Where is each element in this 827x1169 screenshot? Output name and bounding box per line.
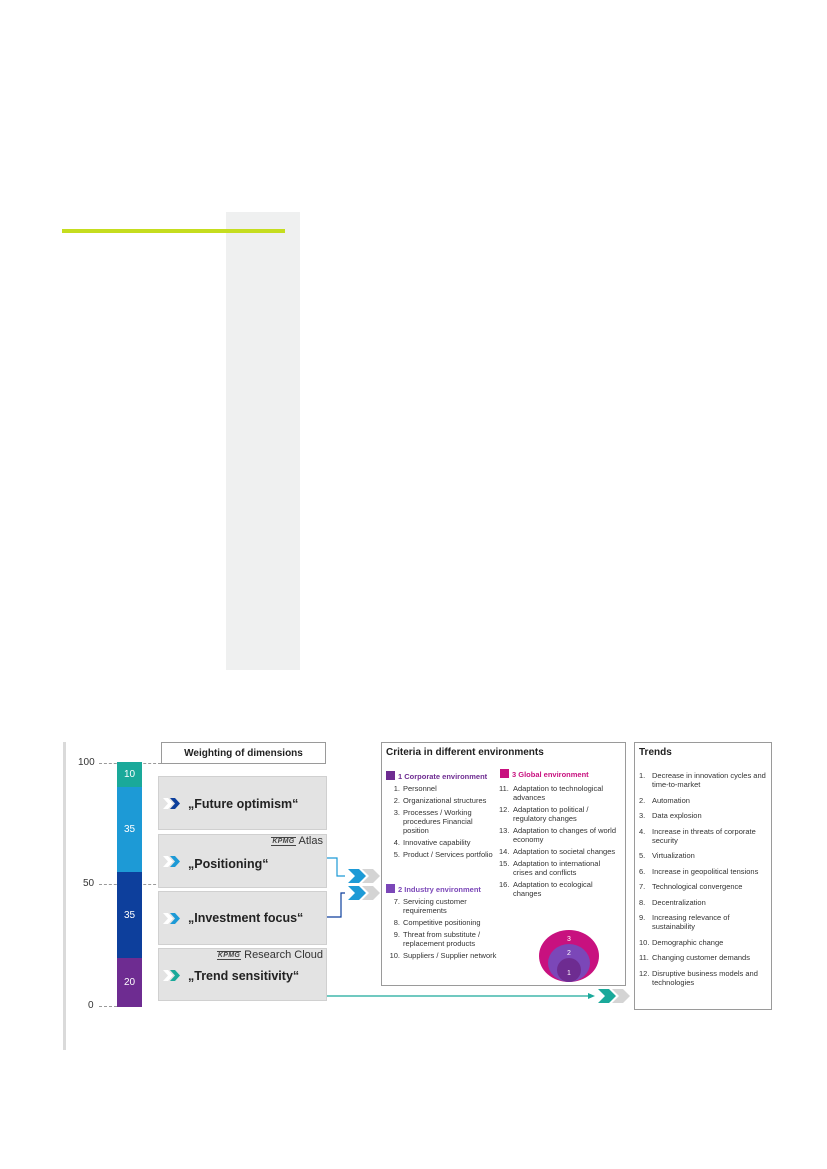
dimension-label: „Investment focus“ bbox=[188, 911, 304, 925]
list-item: 9. Increasing relevance of sustainability bbox=[639, 913, 730, 931]
axis-tick-50: 50 bbox=[83, 878, 95, 889]
legend-square bbox=[386, 884, 395, 893]
corporate-criteria-list bbox=[388, 784, 500, 862]
list-item: 12. Adaptation to political / regulatory changes bbox=[499, 805, 589, 823]
list-item: 3. Data explosion bbox=[639, 811, 702, 820]
criteria-title: Criteria in different environments bbox=[386, 747, 544, 758]
list-item: 2. Automation bbox=[639, 795, 690, 805]
industry-environment-heading: 2 Industry environment bbox=[386, 884, 481, 894]
list-item: 13. Adaptation to changes of world economy bbox=[499, 826, 616, 844]
kpmg-atlas-logo: KPMG Atlas bbox=[272, 835, 323, 847]
trends-list bbox=[639, 771, 769, 993]
trends-panel bbox=[634, 742, 772, 1010]
circle-label-3: 3 bbox=[567, 936, 571, 943]
global-criteria-list bbox=[499, 784, 621, 901]
list-item: 11. Changing customer demands bbox=[639, 953, 750, 962]
connector-investment bbox=[327, 893, 345, 917]
circle-label-1: 1 bbox=[567, 970, 571, 977]
connector-positioning bbox=[327, 858, 345, 876]
double-chevron-icon bbox=[348, 886, 380, 900]
list-item: 7. Technological convergence bbox=[639, 882, 743, 891]
list-item: 9. Threat from substitute / replacement products bbox=[393, 930, 481, 948]
weight-segment-future-optimism: 10 bbox=[117, 762, 142, 787]
legend-square bbox=[386, 771, 395, 780]
circle-label-2: 2 bbox=[567, 950, 571, 957]
list-item: 5. Virtualization bbox=[639, 851, 695, 860]
weight-segment-positioning: 35 bbox=[117, 787, 142, 872]
dimension-label: „Future optimism“ bbox=[188, 797, 299, 811]
corporate-environment-heading: 1 Corporate environment bbox=[386, 771, 487, 781]
global-environment-heading: 3 Global environment bbox=[500, 769, 589, 779]
nested-environment-circles bbox=[536, 929, 602, 985]
list-item: 10. Suppliers / Supplier network bbox=[389, 951, 497, 960]
list-item: 1. Decrease in innovation cycles and time-to-market bbox=[639, 771, 766, 789]
list-item: 8. Decentralization bbox=[639, 897, 706, 907]
list-item: 1. Personnel bbox=[393, 784, 437, 793]
arrowhead-icon bbox=[588, 993, 595, 999]
list-item: 8. Competitive positioning bbox=[393, 918, 481, 927]
axis-tick-100: 100 bbox=[78, 757, 95, 768]
weight-segment-investment-focus: 35 bbox=[117, 872, 142, 958]
weighting-header: Weighting of dimensions bbox=[161, 742, 326, 764]
list-item: 10. Demographic change bbox=[639, 937, 724, 947]
legend-square bbox=[500, 769, 509, 778]
list-item: 6. Increase in geopolitical tensions bbox=[639, 866, 759, 876]
list-item: 4. Increase in threats of corporate security bbox=[639, 826, 756, 845]
list-item: 15. Adaptation to international crises and conflicts bbox=[499, 859, 601, 877]
list-item: 2. Organizational structures bbox=[393, 796, 487, 805]
kpmg-research-cloud-logo: KPMG Research Cloud bbox=[217, 949, 323, 961]
list-item: 3. Processes / Working procedures Financial position bbox=[393, 808, 473, 835]
double-chevron-icon bbox=[598, 989, 630, 1003]
trends-title: Trends bbox=[639, 747, 672, 758]
dimension-label: „Trend sensitivity“ bbox=[188, 969, 300, 983]
list-item: 11. Adaptation to technological advances bbox=[499, 784, 604, 802]
list-item: 7. Servicing customer requirements bbox=[393, 897, 467, 915]
weight-segment-trend-sensitivity: 20 bbox=[117, 958, 142, 1007]
list-item: 4. Innovative capability bbox=[393, 838, 471, 847]
list-item: 12. Disruptive business models and technologies bbox=[639, 968, 758, 987]
criteria-panel bbox=[381, 742, 626, 986]
list-item: 14. Adaptation to societal changes bbox=[499, 847, 616, 856]
double-chevron-icon bbox=[348, 869, 380, 883]
list-item: 5. Product / Services portfolio bbox=[393, 850, 493, 859]
axis-tick-0: 0 bbox=[88, 1000, 94, 1011]
industry-criteria-list bbox=[388, 897, 500, 963]
dimension-label: „Positioning“ bbox=[188, 857, 269, 871]
list-item: 16. Adaptation to ecological changes bbox=[499, 880, 593, 898]
